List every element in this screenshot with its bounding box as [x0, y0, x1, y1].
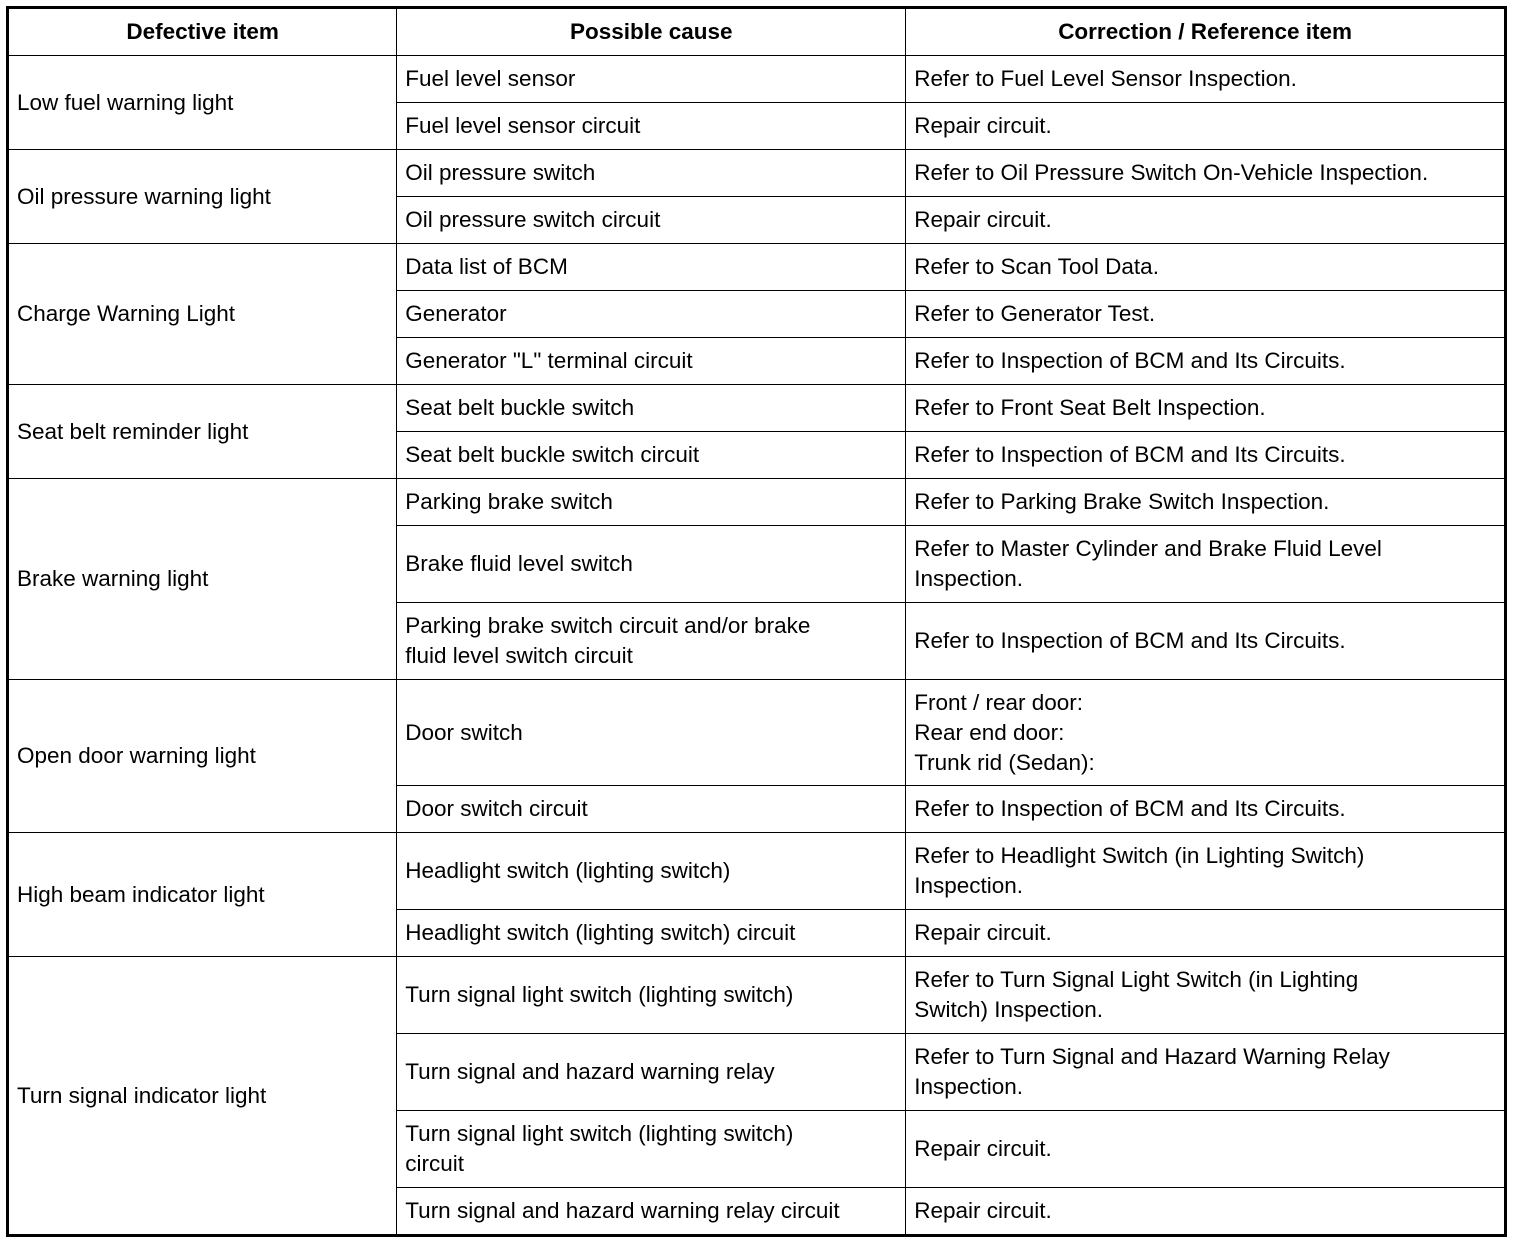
cell-text-line: Inspection.	[914, 1074, 1024, 1099]
possible-cause-cell	[397, 103, 906, 150]
cell-text-line: Headlight switch (lighting switch)	[405, 858, 731, 883]
correction-cell	[906, 291, 1506, 338]
cell-text-line: Refer to Turn Signal and Hazard Warning Relay	[914, 1044, 1390, 1069]
correction-cell	[906, 244, 1506, 291]
cell-text-line: Rear end door:	[914, 719, 1065, 745]
cell-text-line: Oil pressure switch	[405, 160, 596, 185]
cell-text-line: Parking brake switch circuit and/or brake	[405, 613, 811, 638]
cell-text-line: Repair circuit.	[914, 113, 1052, 138]
cell-text-line: Repair circuit.	[914, 920, 1052, 945]
possible-cause-cell	[397, 957, 906, 1034]
correction-cell	[906, 786, 1506, 833]
cell-text-line: fluid level switch circuit	[405, 643, 633, 668]
cell-text-line: Refer to Inspection of BCM and Its Circuits.	[914, 628, 1346, 653]
cell-text-line: Repair circuit.	[914, 207, 1052, 232]
correction-cell	[906, 479, 1506, 526]
header-defective-item: Defective item	[8, 8, 397, 56]
cell-text-line: Refer to Parking Brake Switch Inspection.	[914, 489, 1330, 514]
defective-item-cell: Low fuel warning light	[8, 56, 397, 150]
table-row	[8, 957, 1506, 1034]
possible-cause-cell	[397, 56, 906, 103]
possible-cause-cell	[397, 432, 906, 479]
defective-item-cell: Brake warning light	[8, 479, 397, 680]
cell-text-line: Headlight switch (lighting switch) circuit	[405, 920, 796, 945]
correction-cell	[906, 957, 1506, 1034]
correction-cell	[906, 103, 1506, 150]
cell-text-line: Generator "L" terminal circuit	[405, 348, 693, 373]
cell-text-line: Turn signal light switch (lighting switch)	[405, 1121, 794, 1146]
cell-text-line: Generator	[405, 301, 507, 326]
correction-cell	[906, 603, 1506, 680]
cell-text-line: Repair circuit.	[914, 1198, 1052, 1223]
correction-cell	[906, 526, 1506, 603]
possible-cause-cell	[397, 786, 906, 833]
cell-text-line: Fuel level sensor circuit	[405, 113, 641, 138]
table-row	[8, 150, 1506, 197]
correction-cell	[906, 1111, 1506, 1188]
possible-cause-cell	[397, 833, 906, 910]
table-body	[8, 56, 1506, 1236]
cell-text-line: Refer to Inspection of BCM and Its Circuits.	[914, 796, 1346, 821]
cell-text-line: Trunk rid (Sedan):	[914, 749, 1095, 775]
possible-cause-cell	[397, 291, 906, 338]
defective-item-cell: Charge Warning Light	[8, 244, 397, 385]
cell-text-line: Inspection.	[914, 873, 1024, 898]
correction-cell	[906, 338, 1506, 385]
table-row	[8, 680, 1506, 786]
cell-text-line: Fuel level sensor	[405, 66, 576, 91]
table-row	[8, 385, 1506, 432]
possible-cause-cell	[397, 1188, 906, 1236]
header-row	[8, 8, 1506, 56]
cell-text-line: Repair circuit.	[914, 1136, 1052, 1161]
cell-text-line: circuit	[405, 1151, 465, 1176]
cell-text-line: Refer to Oil Pressure Switch On-Vehicle Inspection.	[914, 160, 1429, 185]
table-row	[8, 833, 1506, 910]
defective-item-cell: Open door warning light	[8, 680, 397, 833]
table-row	[8, 479, 1506, 526]
cell-text-line: Turn signal and hazard warning relay circuit	[405, 1198, 840, 1223]
cell-text-line: Turn signal and hazard warning relay	[405, 1059, 775, 1084]
possible-cause-cell	[397, 385, 906, 432]
correction-cell	[906, 197, 1506, 244]
cell-text-line: Switch) Inspection.	[914, 997, 1104, 1022]
cell-text-line: Refer to Inspection of BCM and Its Circuits.	[914, 348, 1346, 373]
cell-text-line: Oil pressure switch circuit	[405, 207, 661, 232]
possible-cause-cell	[397, 910, 906, 957]
cell-text-line: Refer to Front Seat Belt Inspection.	[914, 395, 1266, 420]
cell-text-line: Refer to Inspection of BCM and Its Circuits.	[914, 442, 1346, 467]
header-possible-cause: Possible cause	[397, 8, 906, 56]
correction-cell	[906, 432, 1506, 479]
possible-cause-cell	[397, 244, 906, 291]
cell-text-line: Parking brake switch	[405, 489, 613, 514]
possible-cause-cell	[397, 150, 906, 197]
cell-text-line: Door switch	[405, 719, 523, 745]
correction-cell	[906, 1188, 1506, 1236]
defective-item-cell: High beam indicator light	[8, 833, 397, 957]
possible-cause-cell	[397, 338, 906, 385]
possible-cause-cell	[397, 197, 906, 244]
possible-cause-cell	[397, 680, 906, 786]
cell-text-line: Brake fluid level switch	[405, 551, 633, 576]
cell-text-line: Refer to Scan Tool Data.	[914, 254, 1159, 279]
cell-text-line: Data list of BCM	[405, 254, 568, 279]
cell-text-line: Refer to Fuel Level Sensor Inspection.	[914, 66, 1297, 91]
cell-text-line: Refer to Master Cylinder and Brake Fluid Level	[914, 536, 1382, 561]
possible-cause-cell	[397, 1034, 906, 1111]
table-row	[8, 244, 1506, 291]
table-row	[8, 56, 1506, 103]
diagnosis-table	[6, 6, 1507, 1237]
cell-text-line: Refer to Generator Test.	[914, 301, 1156, 326]
correction-cell	[906, 1034, 1506, 1111]
cell-text-line: Turn signal light switch (lighting switch)	[405, 982, 794, 1007]
correction-cell	[906, 680, 1506, 786]
cell-text-line: Door switch circuit	[405, 796, 588, 821]
cell-text-line: Refer to Turn Signal Light Switch (in Lighting	[914, 967, 1359, 992]
header-correction: Correction / Reference item	[906, 8, 1506, 56]
correction-cell	[906, 910, 1506, 957]
defective-item-cell: Oil pressure warning light	[8, 150, 397, 244]
cell-text-line: Front / rear door:	[914, 689, 1084, 715]
possible-cause-cell	[397, 1111, 906, 1188]
defective-item-cell: Seat belt reminder light	[8, 385, 397, 479]
defective-item-cell: Turn signal indicator light	[8, 957, 397, 1236]
correction-cell	[906, 385, 1506, 432]
possible-cause-cell	[397, 526, 906, 603]
possible-cause-cell	[397, 479, 906, 526]
correction-cell	[906, 150, 1506, 197]
cell-text-line: Inspection.	[914, 566, 1024, 591]
cell-text-line: Refer to Headlight Switch (in Lighting Switch)	[914, 843, 1365, 868]
possible-cause-cell	[397, 603, 906, 680]
correction-cell	[906, 833, 1506, 910]
cell-text-line: Seat belt buckle switch circuit	[405, 442, 700, 467]
cell-text-line: Seat belt buckle switch	[405, 395, 635, 420]
correction-cell	[906, 56, 1506, 103]
